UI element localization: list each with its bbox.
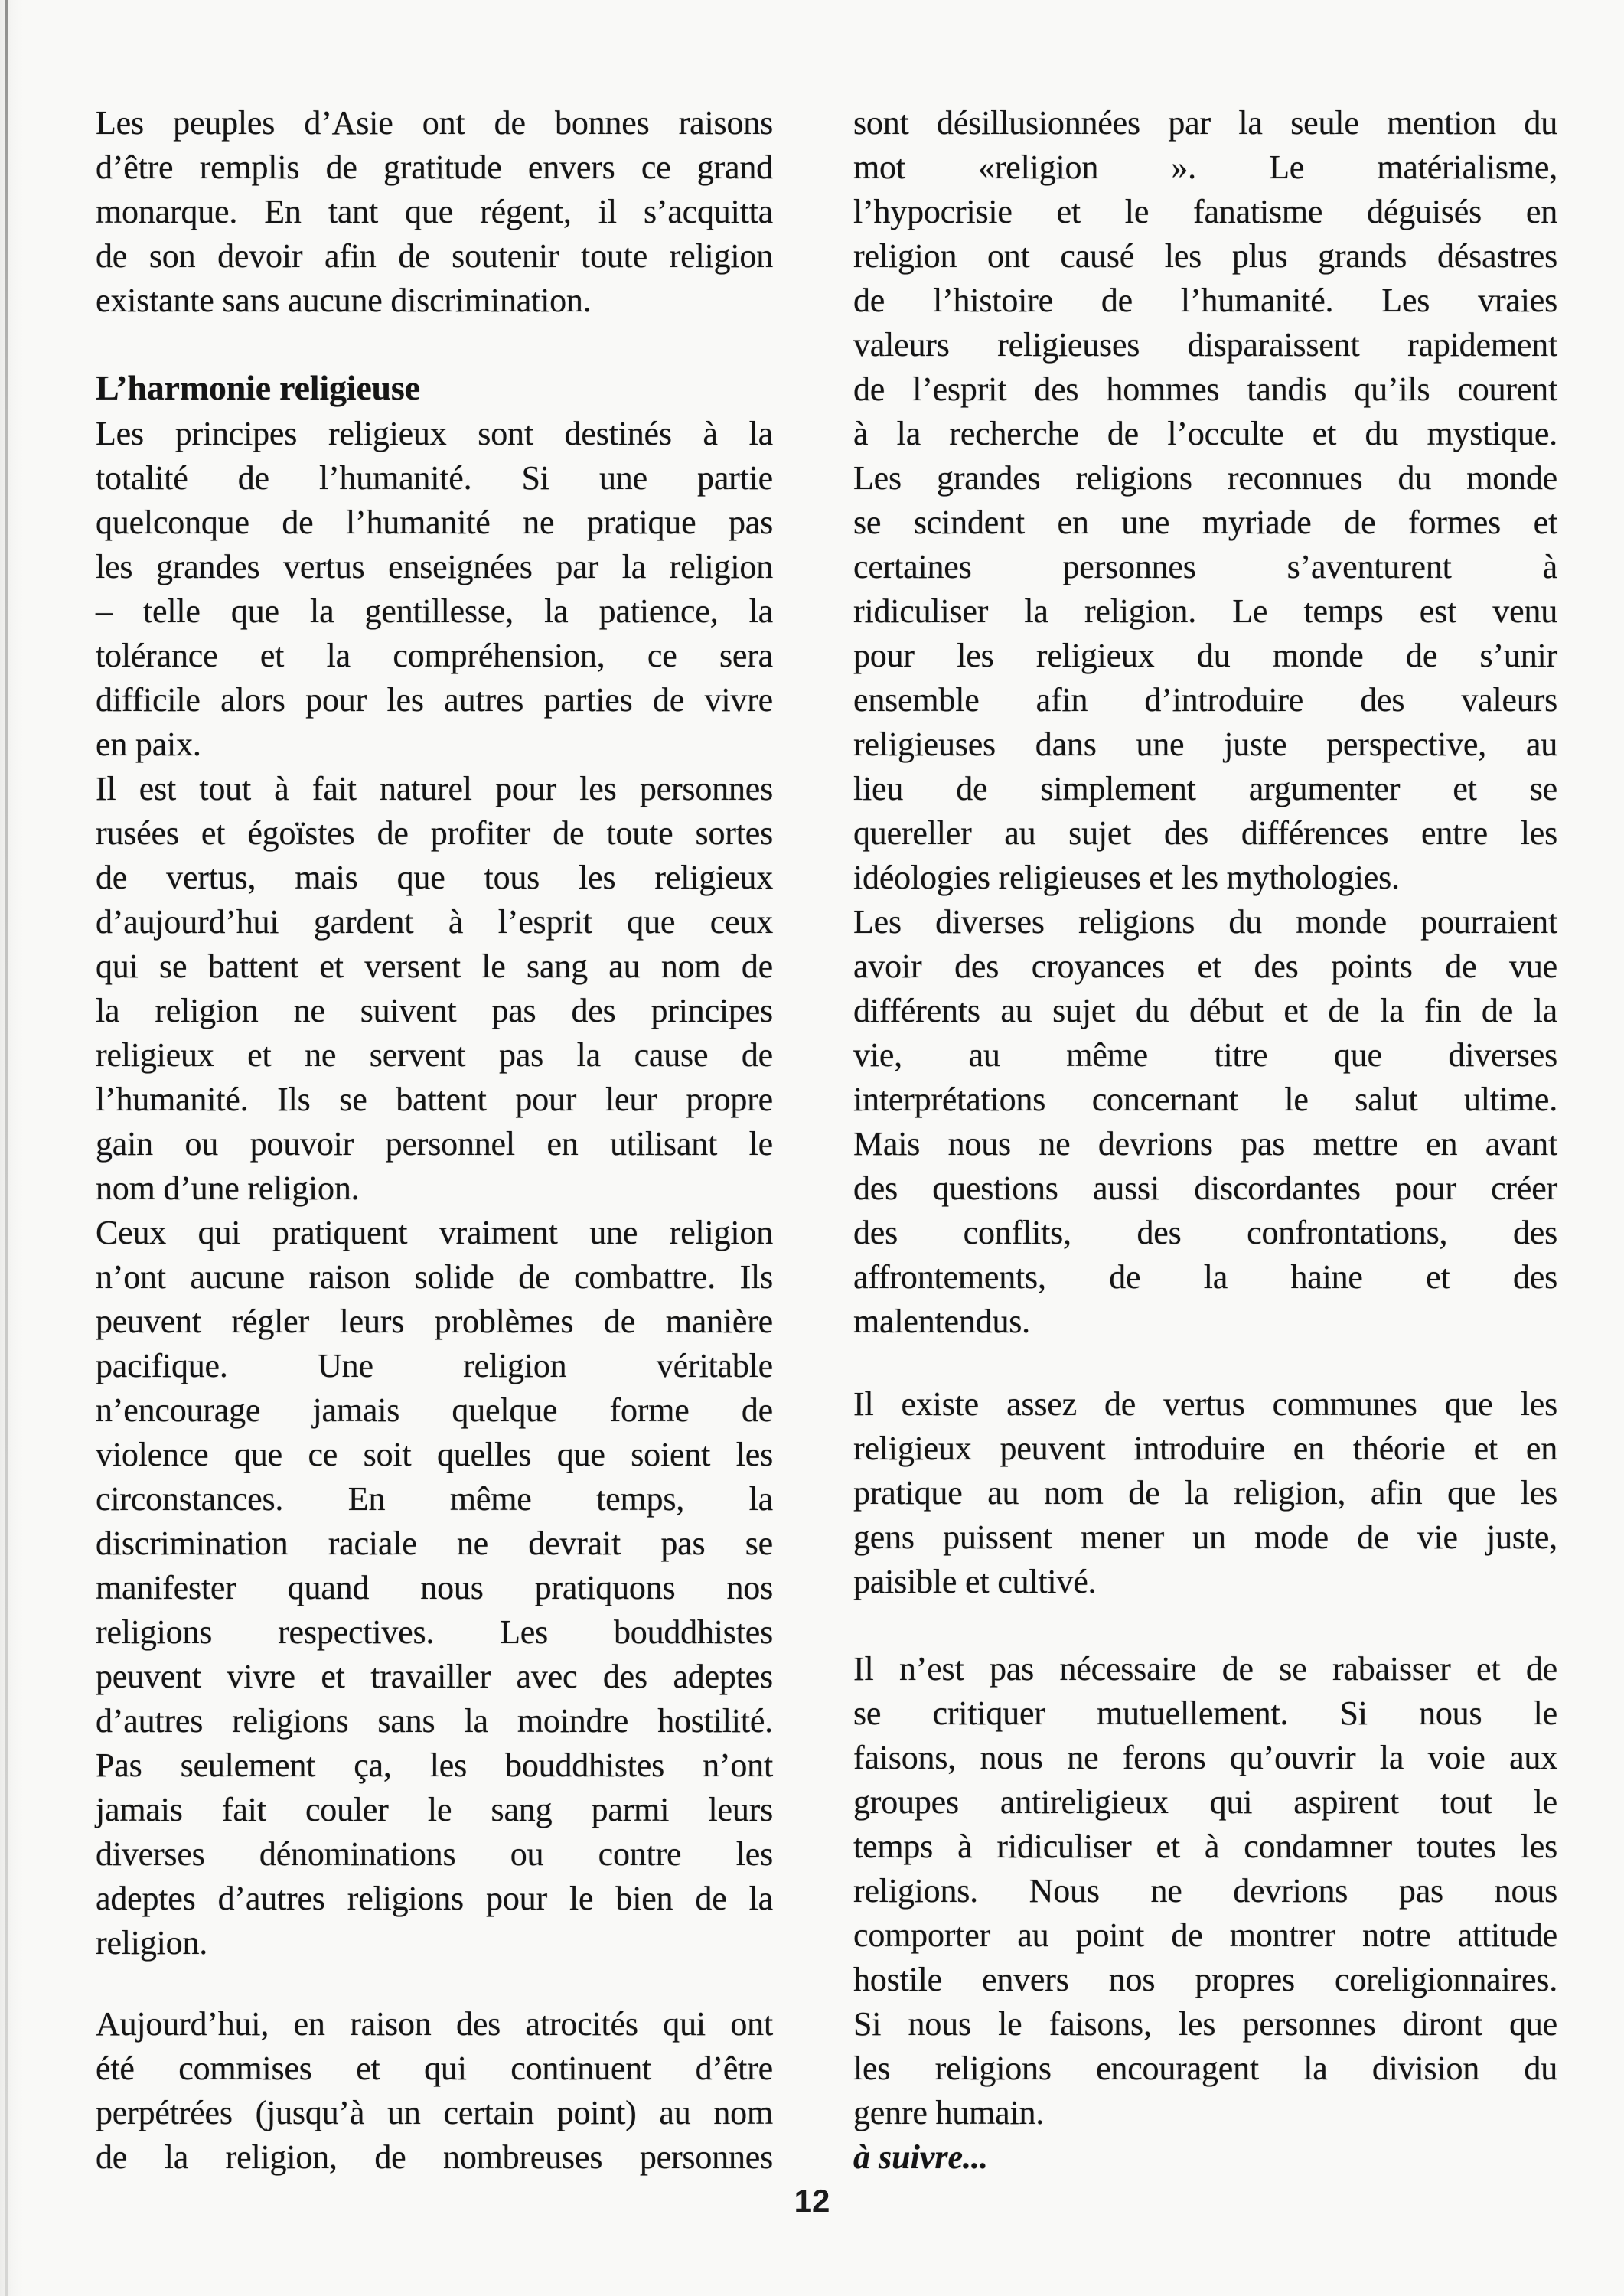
text-line: se scindent en une myriade de formes et: [853, 504, 1557, 541]
text-line: Ceux qui pratiquent vraiment une religion: [96, 1214, 773, 1251]
text-line: interprétations concernant le salut ultime.: [853, 1081, 1557, 1118]
text-line: Il existe assez de vertus communes que les: [853, 1385, 1557, 1423]
text-line: religieuses dans une juste perspective, au: [853, 726, 1557, 763]
text-line: peuvent vivre et travailler avec des adeptes: [96, 1658, 773, 1695]
text-line: Pas seulement ça, les bouddhistes n’ont: [96, 1746, 773, 1784]
text-line: se critiquer mutuellement. Si nous le: [853, 1694, 1557, 1732]
text-line: certaines personnes s’aventurent à: [853, 548, 1557, 585]
text-line: Les grandes religions reconnues du monde: [853, 459, 1557, 497]
text-line: diverses dénominations ou contre les: [96, 1835, 773, 1873]
text-line: des conflits, des confrontations, des: [853, 1214, 1557, 1251]
text-line: religion.: [96, 1924, 208, 1962]
text-line: Aujourd’hui, en raison des atrocités qui ont: [96, 2005, 773, 2043]
text-line: comporter au point de montrer notre attitude: [853, 1916, 1557, 1954]
paragraph: [853, 101, 1557, 900]
text-line: en paix.: [96, 726, 201, 763]
text-line: religions. Nous ne devrions pas nous: [853, 1872, 1557, 1910]
text-line: Si nous le faisons, les personnes diront que: [853, 2005, 1557, 2043]
text-line: n’ont aucune raison solide de combattre. Ils: [96, 1258, 773, 1296]
text-line: de vertus, mais que tous les religieux: [96, 859, 773, 896]
paragraph: [853, 900, 1557, 1344]
text-line: idéologies religieuses et les mythologies.: [853, 859, 1400, 896]
text-line: les religions encouragent la division du: [853, 2050, 1557, 2087]
text-line: quereller au sujet des différences entre les: [853, 814, 1557, 852]
text-line: religion ont causé les plus grands désastres: [853, 237, 1557, 275]
text-line: été commises et qui continuent d’être: [96, 2050, 773, 2087]
text-line: d’être remplis de gratitude envers ce grand: [96, 148, 773, 186]
text-line: existante sans aucune discrimination.: [96, 282, 592, 319]
paragraph: [853, 1647, 1557, 2135]
text-line: vie, au même titre que diverses: [853, 1036, 1557, 1074]
text-line: malentendus.: [853, 1303, 1030, 1340]
text-line: religieux et ne servent pas la cause de: [96, 1036, 773, 1074]
paragraph-gap: [96, 323, 773, 364]
text-line: Les diverses religions du monde pourraient: [853, 903, 1557, 941]
text-line: l’humanité. Ils se battent pour leur propre: [96, 1081, 773, 1118]
text-line: adeptes d’autres religions pour le bien de la: [96, 1880, 773, 1917]
text-line: rusées et égoïstes de profiter de toute sortes: [96, 814, 773, 852]
text-line: pratique au nom de la religion, afin que les: [853, 1474, 1557, 1512]
text-line: manifester quand nous pratiquons nos: [96, 1569, 773, 1606]
text-column-right: [853, 101, 1557, 2180]
text-line: l’hypocrisie et le fanatisme déguisés en: [853, 193, 1557, 230]
text-column-left: [96, 101, 773, 2180]
text-line: jamais fait couler le sang parmi leurs: [96, 1791, 773, 1828]
to-be-continued-note: à suivre...: [853, 2138, 988, 2176]
text-line: affrontements, de la haine et des: [853, 1258, 1557, 1296]
text-line: la religion ne suivent pas des principes: [96, 992, 773, 1029]
text-line: hostile envers nos propres coreligionnaires.: [853, 1961, 1557, 1998]
text-line: religions respectives. Les bouddhistes: [96, 1613, 773, 1651]
paragraph: [96, 412, 773, 767]
text-line: – telle que la gentillesse, la patience, la: [96, 592, 773, 630]
text-line: perpétrées (jusqu’à un certain point) au nom: [96, 2094, 773, 2131]
page-number: 12: [794, 2183, 830, 2219]
text-line: d’autres religions sans la moindre hostilité.: [96, 1702, 773, 1740]
text-line: Les peuples d’Asie ont de bonnes raisons: [96, 104, 773, 142]
text-line: tolérance et la compréhension, ce sera: [96, 637, 773, 674]
text-line: valeurs religieuses disparaissent rapidement: [853, 326, 1557, 364]
text-line: sont désillusionnées par la seule mention du: [853, 104, 1557, 142]
text-line: n’encourage jamais quelque forme de: [96, 1391, 773, 1429]
text-line: d’aujourd’hui gardent à l’esprit que ceux: [96, 903, 773, 941]
text-line: paisible et cultivé.: [853, 1563, 1097, 1600]
text-line: peuvent régler leurs problèmes de manière: [96, 1303, 773, 1340]
text-line: genre humain.: [853, 2094, 1045, 2131]
text-line: nom d’une religion.: [96, 1169, 360, 1207]
text-line: qui se battent et versent le sang au nom de: [96, 947, 773, 985]
text-line: groupes antireligieux qui aspirent tout le: [853, 1783, 1557, 1821]
text-line: Mais nous ne devrions pas mettre en avant: [853, 1125, 1557, 1163]
text-line: gens puissent mener un mode de vie juste,: [853, 1518, 1557, 1556]
text-line: mot «religion ». Le matérialisme,: [853, 148, 1557, 186]
text-line: totalité de l’humanité. Si une partie: [96, 459, 773, 497]
text-line: faisons, nous ne ferons qu’ouvrir la voie aux: [853, 1739, 1557, 1776]
paragraph: [96, 767, 773, 1211]
text-line: de l’histoire de l’humanité. Les vraies: [853, 282, 1557, 319]
text-line: gain ou pouvoir personnel en utilisant le: [96, 1125, 773, 1163]
text-line: différents au sujet du début et de la fin de la: [853, 992, 1557, 1029]
text-line: lieu de simplement argumenter et se: [853, 770, 1557, 807]
paragraph-gap: [853, 1604, 1557, 1647]
text-line: violence que ce soit quelles que soient les: [96, 1436, 773, 1473]
text-line: des questions aussi discordantes pour créer: [853, 1169, 1557, 1207]
text-line: monarque. En tant que régent, il s’acquitta: [96, 193, 773, 230]
text-line: quelconque de l’humanité ne pratique pas: [96, 504, 773, 541]
text-line: temps à ridiculiser et à condamner toutes les: [853, 1828, 1557, 1865]
text-line: à la recherche de l’occulte et du mystique.: [853, 415, 1557, 452]
section-heading: L’harmonie religieuse: [96, 368, 420, 407]
text-line: religieux peuvent introduire en théorie et en: [853, 1430, 1557, 1467]
text-line: ensemble afin d’introduire des valeurs: [853, 681, 1557, 719]
text-line: de la religion, de nombreuses personnes: [96, 2138, 773, 2176]
paragraph: [96, 1211, 773, 1965]
paragraph: [853, 1382, 1557, 1604]
text-line: circonstances. En même temps, la: [96, 1480, 773, 1518]
paragraph-gap: [96, 1965, 773, 2002]
text-line: Il est tout à fait naturel pour les personnes: [96, 770, 773, 807]
text-line: de son devoir afin de soutenir toute religion: [96, 237, 773, 275]
text-line: Il n’est pas nécessaire de se rabaisser et de: [853, 1650, 1557, 1688]
text-line: difficile alors pour les autres parties de vivre: [96, 681, 773, 719]
paragraph-gap: [853, 1344, 1557, 1382]
text-line: ridiculiser la religion. Le temps est venu: [853, 592, 1557, 630]
text-line: discrimination raciale ne devrait pas se: [96, 1525, 773, 1562]
text-line: pour les religieux du monde de s’unir: [853, 637, 1557, 674]
paragraph: [96, 101, 773, 323]
text-line: de l’esprit des hommes tandis qu’ils courent: [853, 370, 1557, 408]
text-line: Les principes religieux sont destinés à la: [96, 415, 773, 452]
text-line: pacifique. Une religion véritable: [96, 1347, 773, 1384]
paragraph: [96, 2002, 773, 2180]
text-line: les grandes vertus enseignées par la religion: [96, 548, 773, 585]
text-line: avoir des croyances et des points de vue: [853, 947, 1557, 985]
